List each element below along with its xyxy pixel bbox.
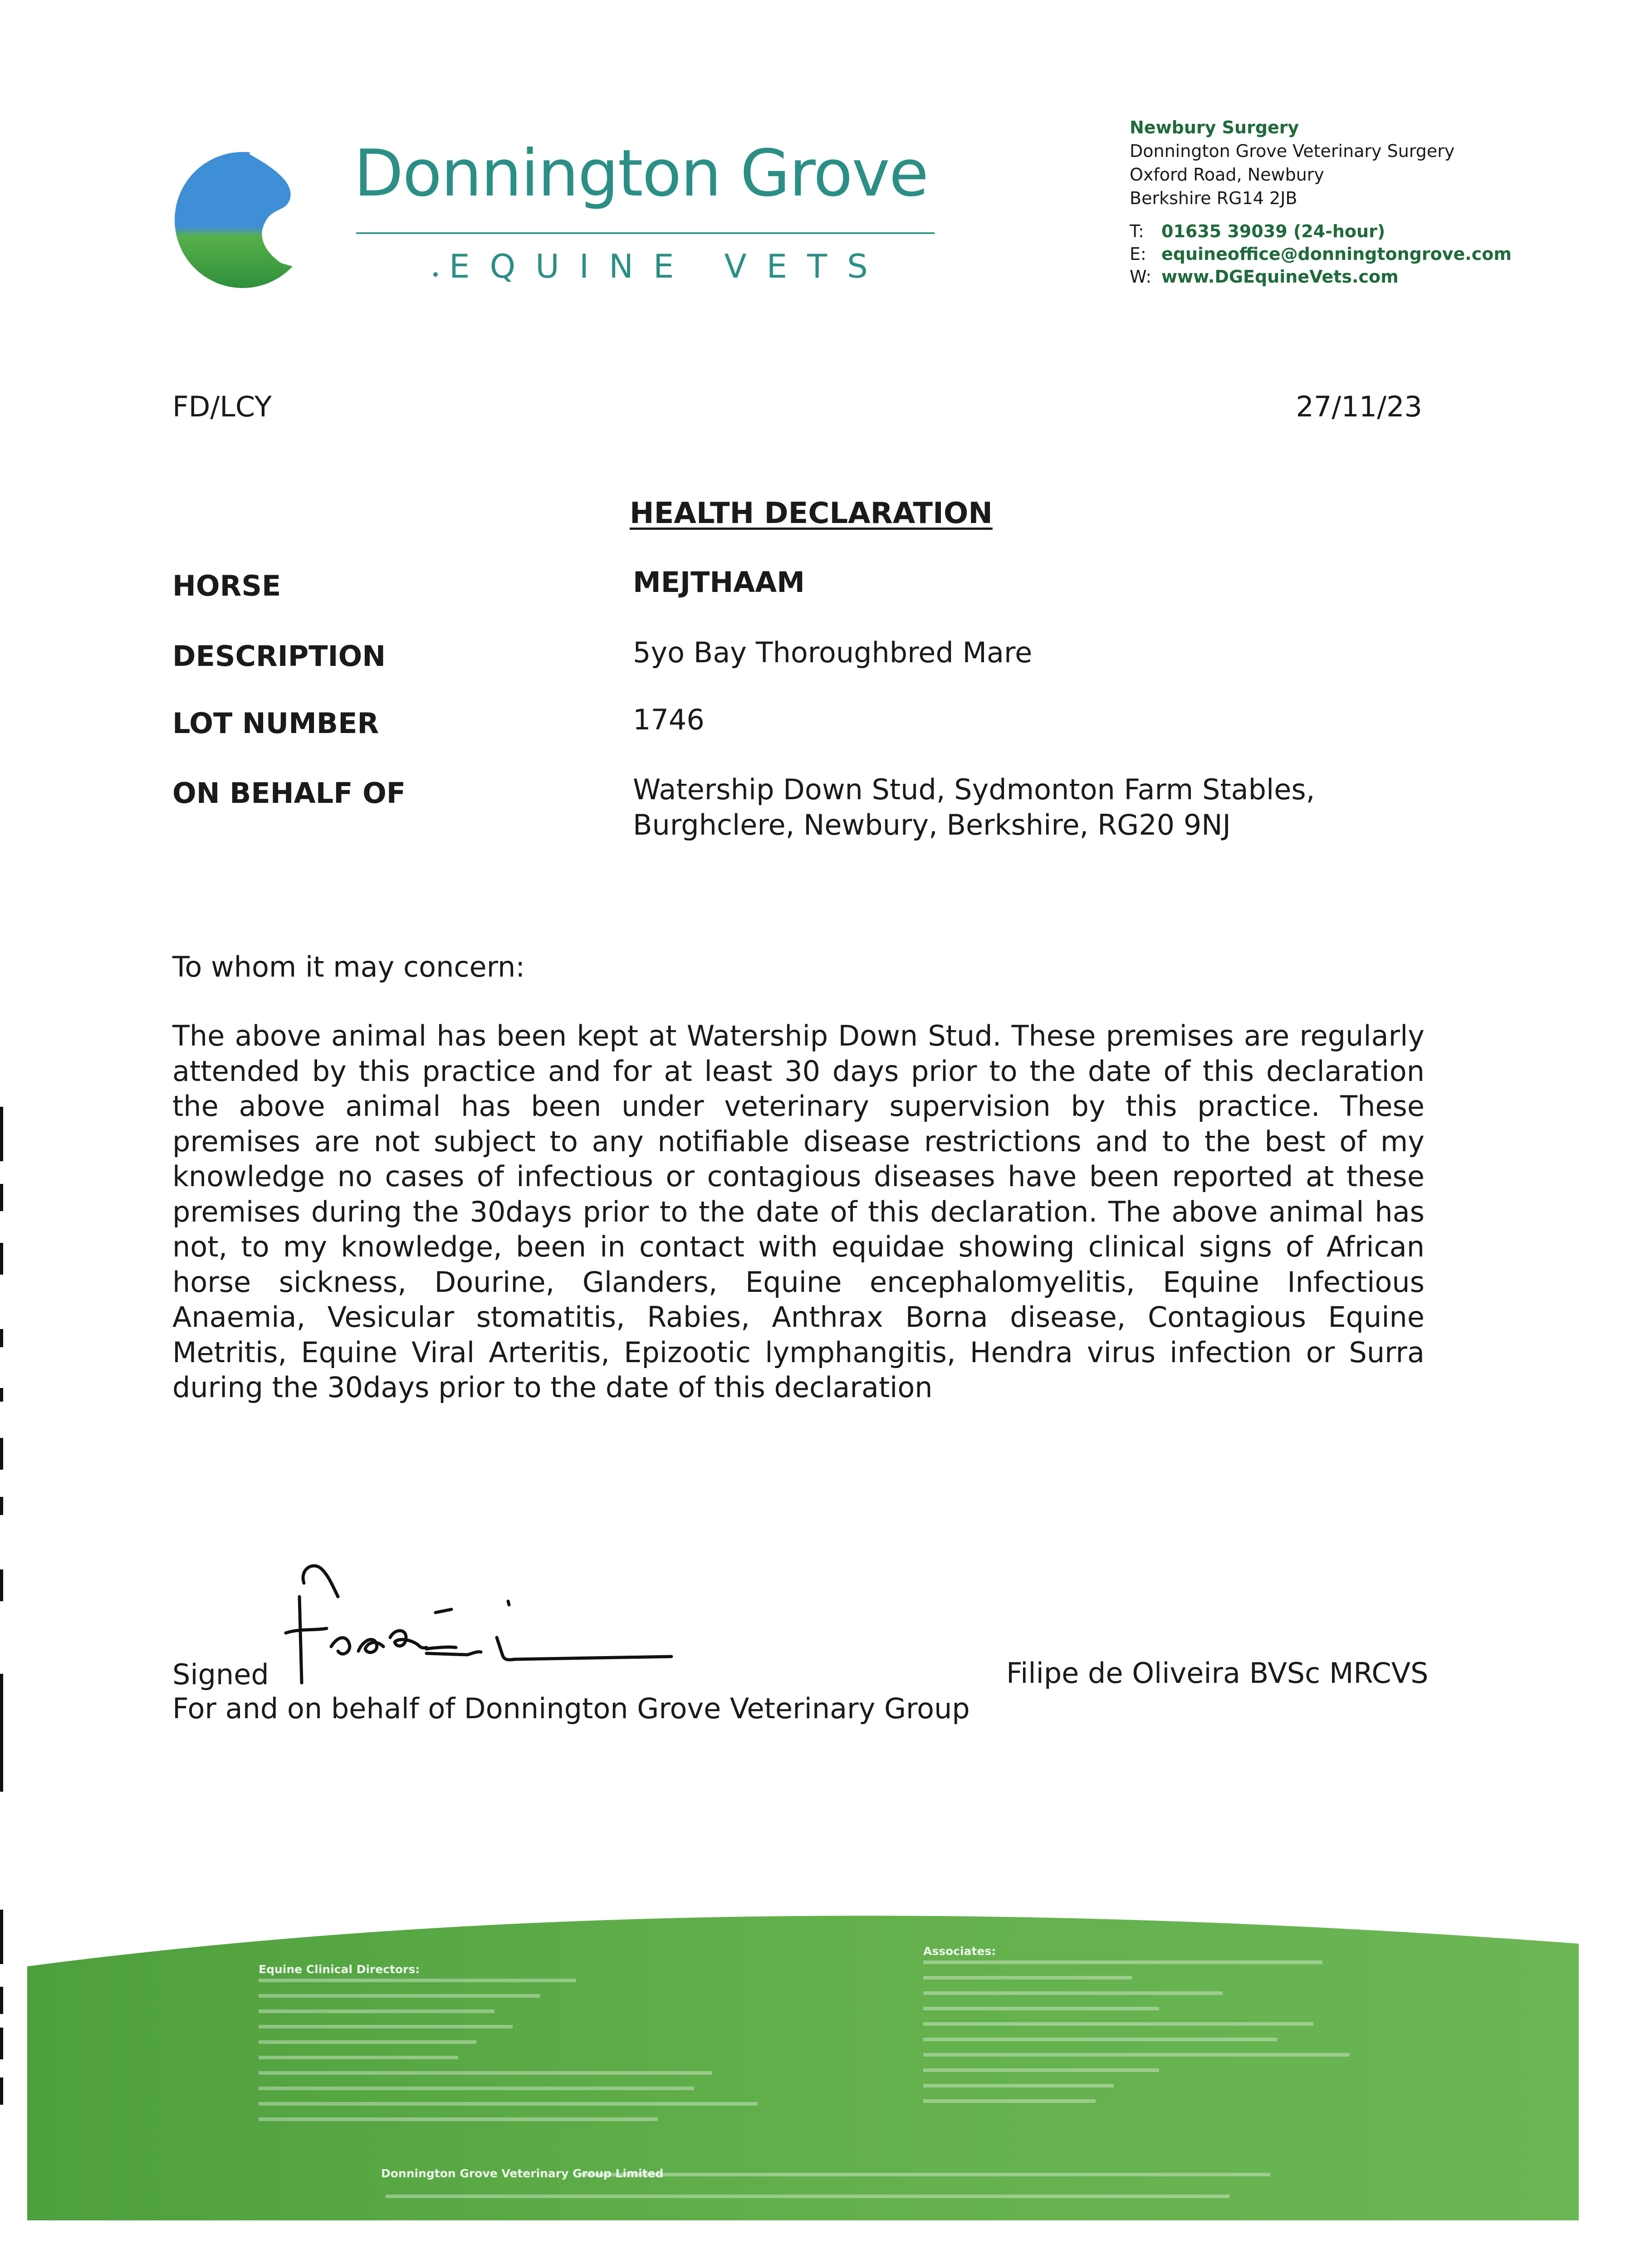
scan-mark <box>0 1569 3 1601</box>
reference: FD/LCY <box>172 390 272 423</box>
footer-registration-line <box>386 2195 1229 2198</box>
email-key: E: <box>1130 244 1146 264</box>
scan-mark <box>0 1987 3 2014</box>
field-value-horse: MEJTHAAM <box>633 566 805 599</box>
field-value-on-behalf-of-line1: Watership Down Stud, Sydmonton Farm Stables, <box>633 773 1315 806</box>
surgery-name: Newbury Surgery <box>1130 117 1299 137</box>
field-value-lot-number: 1746 <box>633 703 705 736</box>
donnington-grove-logo <box>172 136 313 299</box>
scan-mark <box>0 1388 3 1402</box>
associates-heading: Associates: <box>923 1945 996 1958</box>
address-line: Berkshire RG14 2JB <box>1130 188 1297 208</box>
field-value-on-behalf-of-line2: Burghclere, Newbury, Berkshire, RG20 9NJ <box>633 808 1231 841</box>
brand-tagline: EQUINE VETS <box>449 247 888 285</box>
on-behalf-line: For and on behalf of Donnington Grove Veterinary Group <box>172 1692 970 1725</box>
scan-mark <box>0 1243 3 1275</box>
scan-mark <box>0 1438 3 1470</box>
signed-label: Signed <box>172 1658 269 1691</box>
scan-mark <box>0 1329 3 1347</box>
footer-directors-list <box>259 1979 803 2133</box>
field-label-description: DESCRIPTION <box>172 640 386 673</box>
scan-mark <box>0 2028 3 2059</box>
field-label-lot-number: LOT NUMBER <box>172 707 379 740</box>
address-line: Oxford Road, Newbury <box>1130 165 1324 185</box>
salutation: To whom it may concern: <box>172 950 525 983</box>
field-value-description: 5yo Bay Thoroughbred Mare <box>633 636 1033 669</box>
scan-mark <box>0 1910 3 1964</box>
brand-name: Donnington Grove <box>354 136 928 211</box>
declaration-body: The above animal has been kept at Watership Down Stud. These premises are regularly attended by this practice and for at least 30 days prior to the date of this declaration the above animal has been under veterinary supervision by this practice. These premises are not subject to any notifiable disease restrictions and to the best of my knowledge no cases of infectious or contagious diseases have been reported at these premises during the 30days prior to the date of this declaration. The above animal has not, to my knowledge, been in contact with equidae showing clinical signs of African horse sickness, Dourine, Glanders, Equine encephalomyelitis, Equine Infectious Anaemia, Vesicular stomatitis, Rabies, Anthrax Borna disease, Contagious Equine Metritis, Equine Viral Arteritis, Epizootic lymphangitis, Hendra virus infection or Surra during the 30days prior to the date of this declaration <box>172 1019 1425 1404</box>
web-key: W: <box>1130 267 1152 287</box>
handwritten-signature <box>254 1551 699 1706</box>
scan-mark <box>0 1497 3 1515</box>
address-line: Donnington Grove Veterinary Surgery <box>1130 141 1455 161</box>
brand-divider <box>356 232 935 234</box>
scan-mark <box>0 1107 3 1161</box>
email-address: equineoffice@donningtongrove.com <box>1161 244 1512 264</box>
practice-address <box>1130 116 1454 210</box>
footer-company-detail-line <box>581 2173 1270 2176</box>
signatory-name: Filipe de Oliveira BVSc MRCVS <box>1006 1657 1429 1690</box>
scan-mark <box>0 1674 3 1792</box>
field-label-horse: HORSE <box>172 569 281 602</box>
company-name: Donnington Grove Veterinary Group Limited <box>381 2167 664 2180</box>
tagline-dot <box>433 272 438 277</box>
letter-date: 27/11/23 <box>1296 390 1422 423</box>
directors-heading: Equine Clinical Directors: <box>259 1963 420 1976</box>
practice-contact <box>1130 220 1512 288</box>
document-title: HEALTH DECLARATION <box>630 497 993 530</box>
web-address: www.DGEquineVets.com <box>1161 267 1399 287</box>
field-label-on-behalf-of: ON BEHALF OF <box>172 777 406 810</box>
tel-number: 01635 39039 (24-hour) <box>1161 221 1385 241</box>
footer-associates-list <box>923 1960 1422 2115</box>
scan-mark <box>0 2077 3 2105</box>
tel-key: T: <box>1130 221 1144 241</box>
scan-mark <box>0 1184 3 1211</box>
